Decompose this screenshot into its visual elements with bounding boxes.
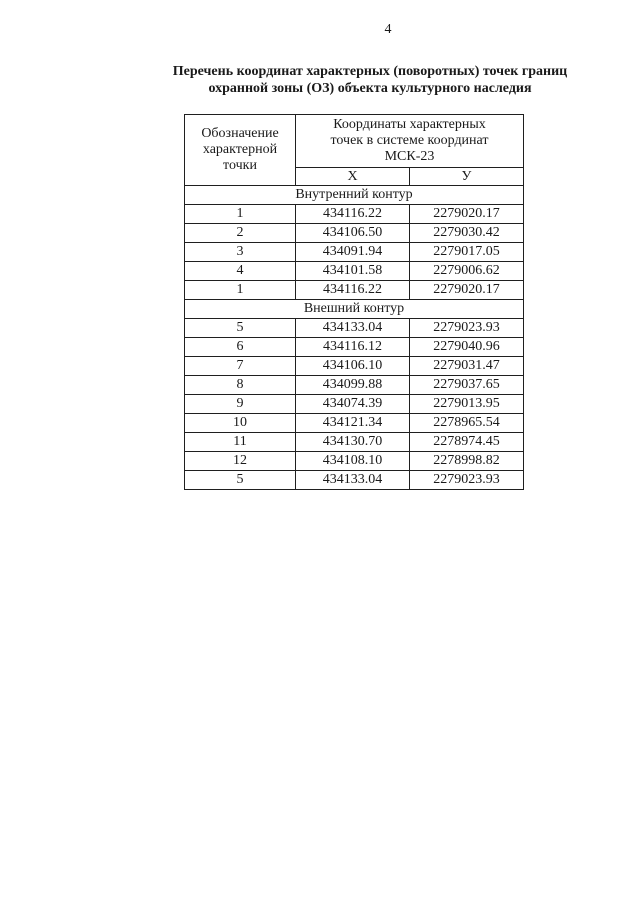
- cell-y: 2279006.62: [410, 262, 524, 281]
- section-title: Внутренний контур: [185, 186, 524, 205]
- header-coords-line-3: МСК-23: [384, 149, 435, 164]
- cell-point: 8: [185, 376, 296, 395]
- header-x: X: [296, 168, 410, 186]
- cell-point: 12: [185, 452, 296, 471]
- header-coords-line-1: Координаты характерных: [333, 117, 486, 132]
- table-row: [185, 414, 524, 433]
- cell-x: 434106.50: [296, 224, 410, 243]
- cell-y: 2278965.54: [410, 414, 524, 433]
- cell-x: 434116.22: [296, 205, 410, 224]
- cell-point: 6: [185, 338, 296, 357]
- header-coordinates: [296, 115, 524, 168]
- header-point-line-1: Обозначение: [201, 126, 279, 141]
- document-title-line-1: Перечень координат характерных (поворотных) точек границ: [172, 64, 568, 79]
- cell-x: 434133.04: [296, 319, 410, 338]
- cell-y: 2279020.17: [410, 205, 524, 224]
- cell-point: 4: [185, 262, 296, 281]
- section-title: Внешний контур: [185, 300, 524, 319]
- section-row: [185, 186, 524, 205]
- cell-y: 2279037.65: [410, 376, 524, 395]
- header-point-designation: [185, 115, 296, 186]
- cell-x: 434133.04: [296, 471, 410, 490]
- cell-point: 3: [185, 243, 296, 262]
- section-row: [185, 300, 524, 319]
- table-row: [185, 452, 524, 471]
- header-point-line-2: характерной: [202, 142, 278, 157]
- table-row: [185, 281, 524, 300]
- cell-y: 2279023.93: [410, 471, 524, 490]
- cell-point: 7: [185, 357, 296, 376]
- cell-x: 434106.10: [296, 357, 410, 376]
- table-row: [185, 338, 524, 357]
- cell-y: 2278974.45: [410, 433, 524, 452]
- cell-point: 1: [185, 205, 296, 224]
- document-title: [140, 63, 600, 97]
- cell-y: 2278998.82: [410, 452, 524, 471]
- table-row: [185, 243, 524, 262]
- cell-x: 434091.94: [296, 243, 410, 262]
- cell-y: 2279023.93: [410, 319, 524, 338]
- cell-x: 434116.12: [296, 338, 410, 357]
- cell-x: 434074.39: [296, 395, 410, 414]
- page-number: 4: [384, 22, 392, 37]
- table-header-row: [185, 115, 524, 168]
- cell-x: 434130.70: [296, 433, 410, 452]
- cell-point: 9: [185, 395, 296, 414]
- cell-x: 434101.58: [296, 262, 410, 281]
- cell-y: 2279040.96: [410, 338, 524, 357]
- table-row: [185, 471, 524, 490]
- document-title-line-2: охранной зоны (ОЗ) объекта культурного наследия: [208, 81, 532, 96]
- table-row: [185, 357, 524, 376]
- cell-point: 11: [185, 433, 296, 452]
- cell-point: 5: [185, 471, 296, 490]
- cell-y: 2279031.47: [410, 357, 524, 376]
- table-row: [185, 395, 524, 414]
- table-row: [185, 376, 524, 395]
- table-row: [185, 205, 524, 224]
- cell-y: 2279030.42: [410, 224, 524, 243]
- cell-point: 5: [185, 319, 296, 338]
- cell-point: 10: [185, 414, 296, 433]
- cell-point: 2: [185, 224, 296, 243]
- cell-x: 434116.22: [296, 281, 410, 300]
- coordinates-table: [184, 114, 524, 490]
- header-coords-line-2: точек в системе координат: [330, 133, 489, 148]
- header-point-line-3: точки: [223, 158, 257, 173]
- table-row: [185, 262, 524, 281]
- header-y: У: [410, 168, 524, 186]
- cell-y: 2279020.17: [410, 281, 524, 300]
- cell-point: 1: [185, 281, 296, 300]
- table-header: [185, 115, 524, 186]
- cell-x: 434121.34: [296, 414, 410, 433]
- cell-x: 434099.88: [296, 376, 410, 395]
- table-row: [185, 319, 524, 338]
- table-body: [185, 186, 524, 490]
- cell-y: 2279017.05: [410, 243, 524, 262]
- cell-x: 434108.10: [296, 452, 410, 471]
- table-row: [185, 224, 524, 243]
- cell-y: 2279013.95: [410, 395, 524, 414]
- table-row: [185, 433, 524, 452]
